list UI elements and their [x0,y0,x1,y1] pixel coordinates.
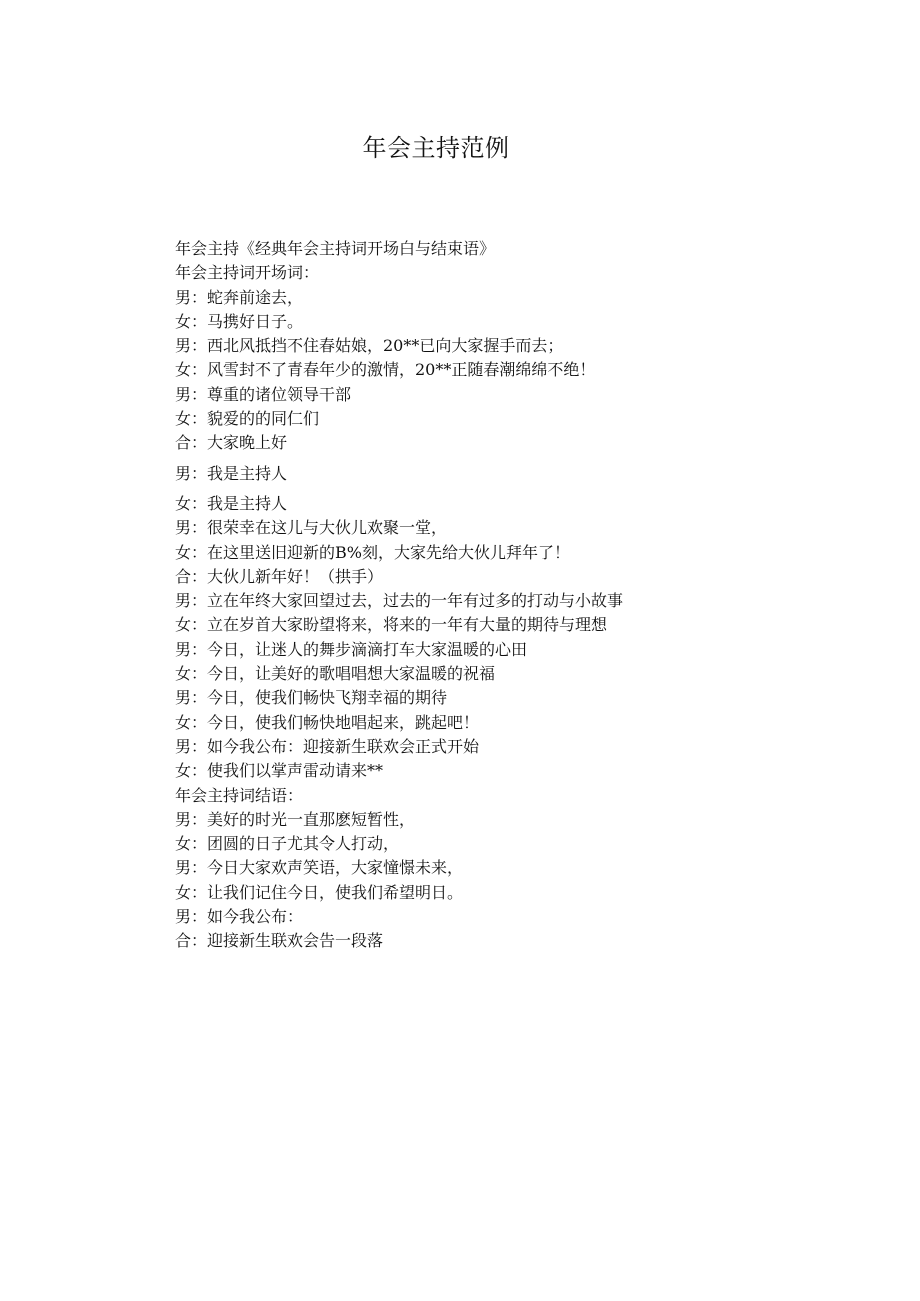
page-title: 年会主持范例 [362,134,510,162]
text-line: 合：大家晚上好 [175,433,288,453]
text-line: 女：风雪封不了青春年少的激情，20**正随春潮绵绵不绝！ [175,360,596,380]
text-line: 女：使我们以掌声雷动请来** [175,761,384,781]
text-line: 女：立在岁首大家盼望将来，将来的一年有大量的期待与理想 [175,615,608,635]
text-line: 男：蛇奔前途去， [175,287,304,307]
text-line: 男：很荣幸在这儿与大伙儿欢聚一堂， [175,518,448,538]
document-body [175,237,735,954]
section-heading-closing: 年会主持词结语： [175,785,304,805]
text-line: 合：大伙儿新年好！（拱手） [175,566,384,586]
text-line: 男：如今我公布：迎接新生联欢会正式开始 [175,736,480,756]
text-line: 男：今日大家欢声笑语，大家憧憬未来， [175,858,464,878]
text-line: 男：如今我公布： [175,907,304,927]
text-line: 女：今日，让美好的歌唱唱想大家温暖的祝福 [175,664,496,684]
text-line: 男：今日，让迷人的舞步滴滴打车大家温暖的心田 [175,639,528,659]
text-line: 女：我是主持人 [175,493,288,513]
text-line: 男：美好的时光一直那麽短暂性， [175,809,416,829]
text-line: 男：立在年终大家回望过去，过去的一年有过多的打动与小故事 [175,591,624,611]
text-line: 男：今日，使我们畅快飞翔幸福的期待 [175,688,448,708]
text-line: 男：尊重的诸位领导干部 [175,384,352,404]
text-line: 女：马携好日子。 [175,311,304,331]
text-line: 男：西北风抵挡不住春姑娘，20**已向大家握手而去； [175,336,564,356]
text-line: 年会主持《经典年会主持词开场白与结束语》 [175,239,496,258]
text-line: 女：在这里送旧迎新的B%刻，大家先给大伙儿拜年了！ [175,542,570,562]
text-line: 女：让我们记住今日，使我们希望明日。 [175,882,464,902]
text-line: 合：迎接新生联欢会告一段落 [175,931,384,951]
text-line: 女：团圆的日子尤其令人打动， [175,834,400,854]
text-line: 男：我是主持人 [175,463,288,483]
text-line: 女：貌爱的的同仁们 [175,409,320,429]
text-line: 女：今日，使我们畅快地唱起来，跳起吧！ [175,712,480,732]
section-heading-opening: 年会主持词开场词： [175,263,320,283]
